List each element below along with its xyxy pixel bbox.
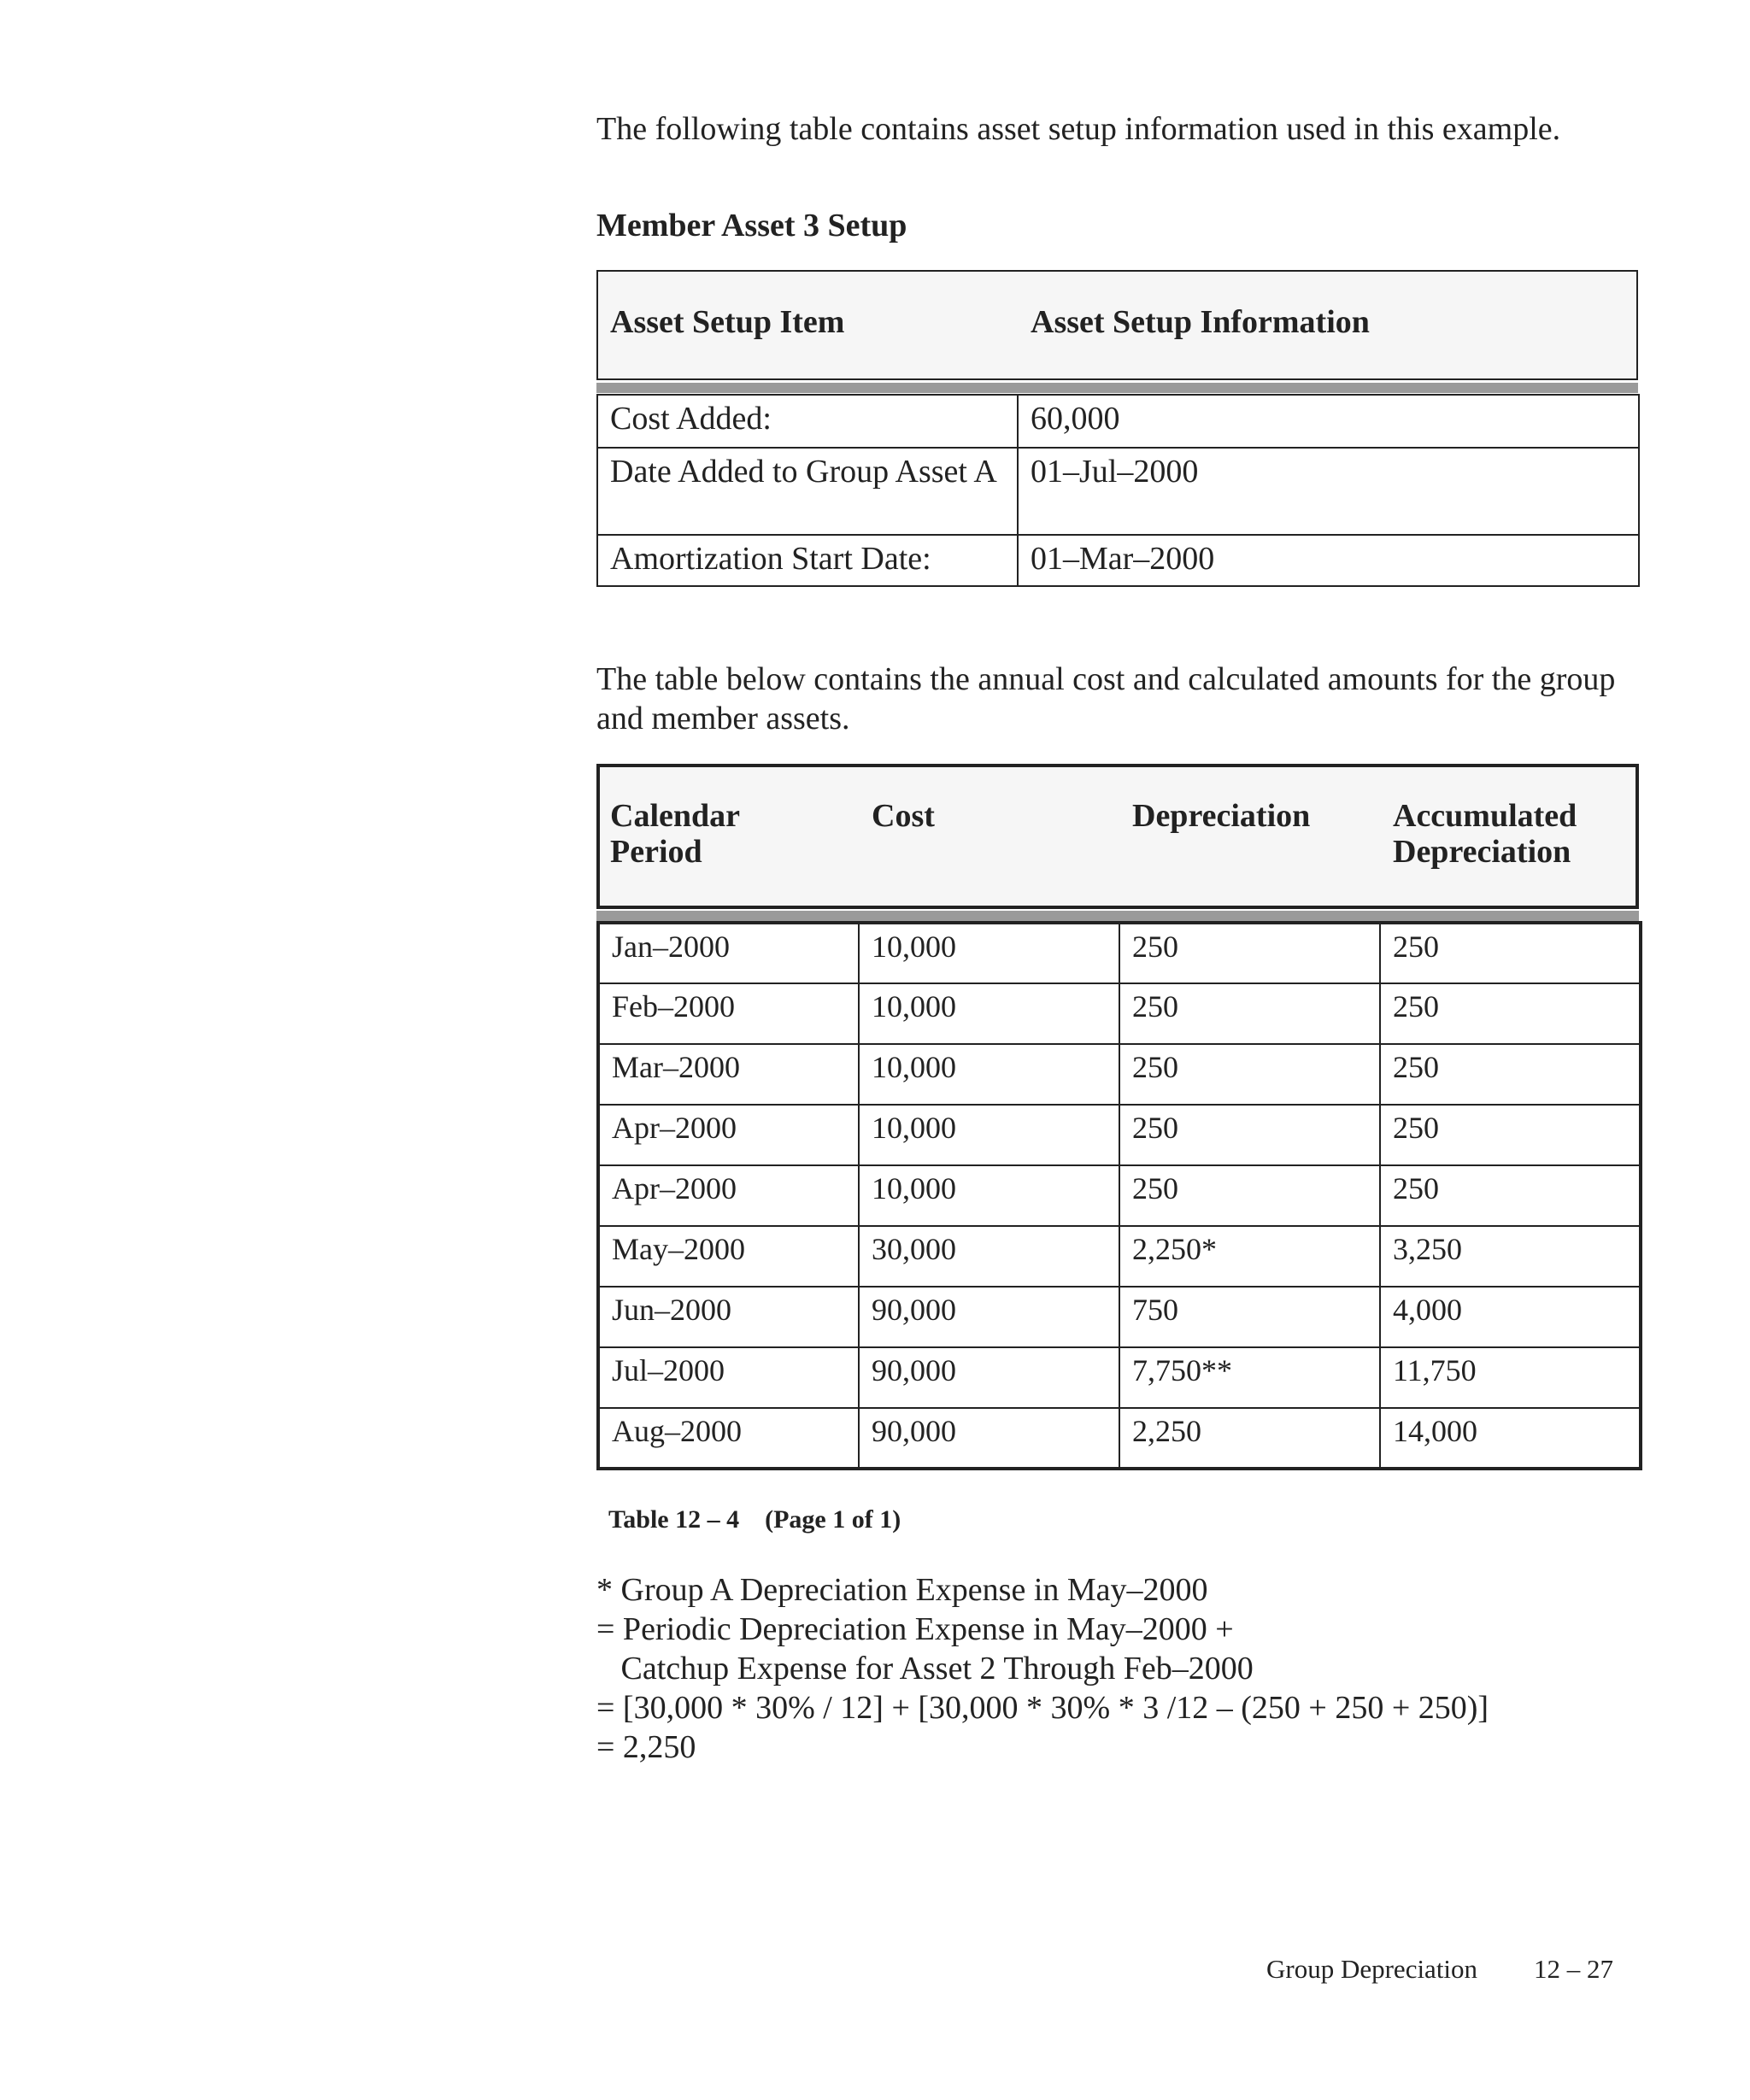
table-row	[598, 923, 1641, 983]
cell-cost: 90,000	[859, 1347, 1119, 1408]
cell-accumulated: 14,000	[1380, 1408, 1641, 1469]
cell-depreciation: 250	[1119, 1165, 1380, 1226]
cell-cost: 90,000	[859, 1408, 1119, 1469]
table-row	[598, 1226, 1641, 1287]
cell-cost: 10,000	[859, 923, 1119, 983]
cell-accumulated: 250	[1380, 983, 1641, 1044]
table-caption	[608, 1505, 926, 1534]
table-row	[598, 1105, 1641, 1165]
cell-depreciation: 250	[1119, 1044, 1380, 1105]
table-row	[598, 1347, 1641, 1408]
footnote-line: = Periodic Depreciation Expense in May–2000 +	[596, 1611, 1234, 1647]
cell-period: May–2000	[598, 1226, 859, 1287]
cell-period: Mar–2000	[598, 1044, 859, 1105]
cell-period: Jul–2000	[598, 1347, 859, 1408]
table-row	[598, 1165, 1641, 1226]
header-depreciation: Depreciation	[1132, 798, 1311, 834]
table-row	[597, 395, 1639, 448]
table-row	[598, 1044, 1641, 1105]
setup-cell-info: 01–Mar–2000	[1018, 535, 1639, 586]
table-caption-page: (Page 1 of 1)	[765, 1505, 901, 1534]
setup-cell-item: Cost Added:	[597, 395, 1018, 448]
cell-cost: 10,000	[859, 983, 1119, 1044]
setup-cell-item: Date Added to Group Asset A	[597, 448, 1018, 535]
footer-page-number: 12 – 27	[1534, 1954, 1613, 1984]
cell-accumulated: 11,750	[1380, 1347, 1641, 1408]
cell-cost: 10,000	[859, 1044, 1119, 1105]
cell-depreciation: 250	[1119, 1105, 1380, 1165]
cell-accumulated: 4,000	[1380, 1287, 1641, 1347]
setup-table	[596, 394, 1640, 587]
cell-accumulated: 3,250	[1380, 1226, 1641, 1287]
header-calendar-period: Calendar Period	[610, 798, 740, 870]
footnote-line: = [30,000 * 30% / 12] + [30,000 * 30% * 3 /12 – (250 + 250 + 250)]	[596, 1690, 1489, 1726]
cell-period: Feb–2000	[598, 983, 859, 1044]
cell-period: Apr–2000	[598, 1105, 859, 1165]
footnote-calculation	[596, 1570, 1489, 1767]
table-row	[597, 448, 1639, 535]
cell-cost: 90,000	[859, 1287, 1119, 1347]
table-row	[597, 535, 1639, 586]
table-row	[598, 1287, 1641, 1347]
setup-cell-info: 60,000	[1018, 395, 1639, 448]
cell-accumulated: 250	[1380, 923, 1641, 983]
footnote-line: * Group A Depreciation Expense in May–2000	[596, 1572, 1208, 1608]
cell-period: Aug–2000	[598, 1408, 859, 1469]
table-row	[598, 1408, 1641, 1469]
setup-table-header	[596, 270, 1638, 380]
header-accumulated-depreciation: Accumulated Depreciation	[1393, 798, 1577, 870]
cell-depreciation: 2,250*	[1119, 1226, 1380, 1287]
intro-paragraph: The following table contains asset setup information used in this example.	[596, 111, 1561, 147]
cell-depreciation: 2,250	[1119, 1408, 1380, 1469]
main-table-header	[596, 764, 1639, 909]
cell-period: Jun–2000	[598, 1287, 859, 1347]
cell-depreciation: 7,750**	[1119, 1347, 1380, 1408]
cell-cost: 10,000	[859, 1165, 1119, 1226]
main-table	[596, 921, 1642, 1470]
table-caption-number: Table 12 – 4	[608, 1505, 740, 1534]
second-paragraph: The table below contains the annual cost and calculated amounts for the group and member assets.	[596, 661, 1616, 736]
setup-header-item: Asset Setup Item	[610, 304, 845, 340]
cell-period: Jan–2000	[598, 923, 859, 983]
cell-cost: 30,000	[859, 1226, 1119, 1287]
cell-period: Apr–2000	[598, 1165, 859, 1226]
setup-header-divider	[596, 383, 1638, 393]
cell-accumulated: 250	[1380, 1044, 1641, 1105]
footnote-line: = 2,250	[596, 1729, 696, 1765]
cell-cost: 10,000	[859, 1105, 1119, 1165]
cell-accumulated: 250	[1380, 1165, 1641, 1226]
cell-accumulated: 250	[1380, 1105, 1641, 1165]
cell-depreciation: 250	[1119, 923, 1380, 983]
cell-depreciation: 250	[1119, 983, 1380, 1044]
setup-table-title: Member Asset 3 Setup	[596, 208, 907, 243]
cell-depreciation: 750	[1119, 1287, 1380, 1347]
table-row	[598, 983, 1641, 1044]
setup-header-info: Asset Setup Information	[1031, 304, 1370, 340]
header-cost: Cost	[872, 798, 935, 834]
footer-section-title: Group Depreciation	[1266, 1954, 1478, 1984]
main-header-divider	[596, 911, 1639, 921]
footnote-line: Catchup Expense for Asset 2 Through Feb–2000	[596, 1651, 1254, 1686]
setup-cell-info: 01–Jul–2000	[1018, 448, 1639, 535]
setup-cell-item: Amortization Start Date:	[597, 535, 1018, 586]
